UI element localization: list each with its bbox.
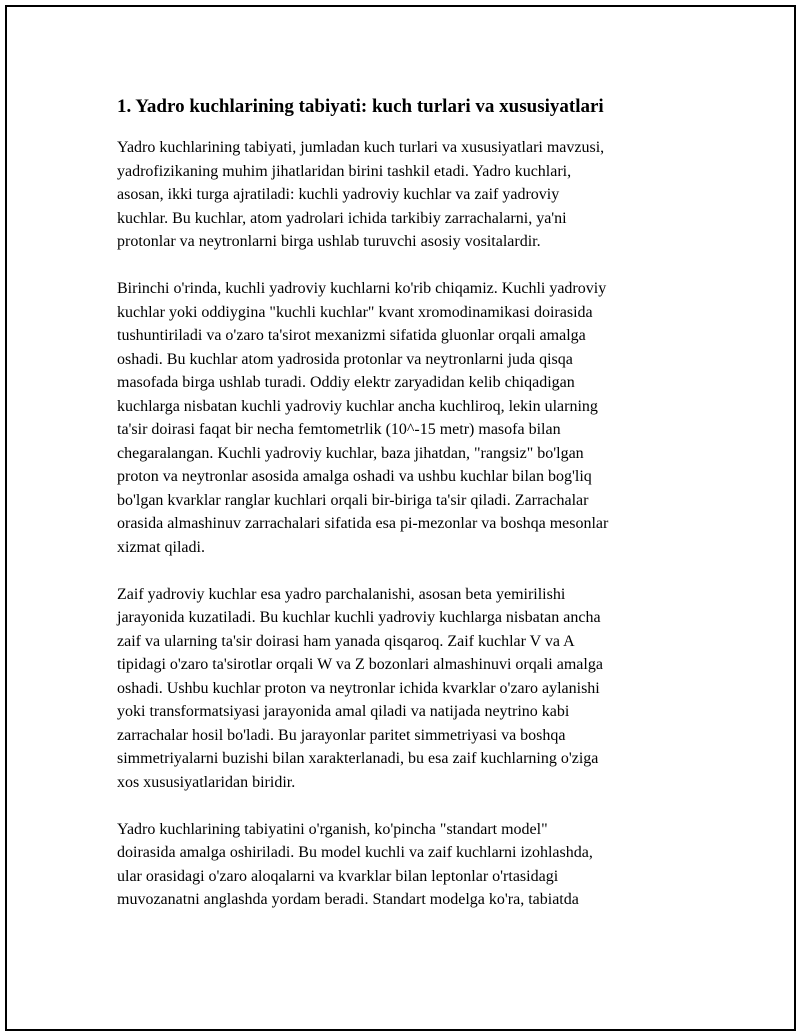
section-heading: 1. Yadro kuchlarining tabiyati: kuch turlari va xususiyatlari bbox=[117, 96, 604, 117]
paragraph-2: Birinchi o'rinda, kuchli yadroviy kuchlarni ko'rib chiqamiz. Kuchli yadroviy kuchlar yoki oddiygina "kuchli kuchlar" kvant xromodinamikasi doirasida tushuntiriladi va o'zaro ta'sirot mexanizmi sifatida gluonlar orqali amalga oshadi. Bu kuchlar atom yadrosida protonlar va neytronlarni juda qisqa masofada birga ushlab turadi. Oddiy elektr zaryadidan kelib chiqadigan kuchlarga nisbatan kuchli yadroviy kuchlar ancha kuchliroq, lekin ularning ta'sir doirasi faqat bir necha femtometrlik (10^-15 metr) masofa bilan chegaralangan. Kuchli yadroviy kuchlar, baza jihatdan, "rangsiz" bo'lgan proton va neytronlar asosida amalga oshadi va ushbu kuchlar bilan bog'liq bo'lgan kvarklar ranglar kuchlari orqali bir-biriga ta'sir qiladi. Zarrachalar orasida almashinuv zarrachalari sifatida esa pi-mezonlar va boshqa mesonlar xizmat qiladi. bbox=[117, 280, 609, 556]
paragraph-1: Yadro kuchlarining tabiyati, jumladan kuch turlari va xususiyatlari mavzusi, yadrofizikaning muhim jihatlaridan birini tashkil etadi. Yadro kuchlari, asosan, ikki turga ajratiladi: kuchli yadroviy kuchlar va zaif yadroviy kuchlar. Bu kuchlar, atom yadrolari ichida tarkibiy zarrachalarni, ya'ni protonlar va neytronlarni birga ushlab turuvchi asosiy vositalardir. bbox=[117, 139, 605, 250]
document-body bbox=[117, 94, 687, 935]
paragraph-3: Zaif yadroviy kuchlar esa yadro parchalanishi, asosan beta yemirilishi jarayonida kuzatiladi. Bu kuchlar kuchli yadroviy kuchlarga nisbatan ancha zaif va ularning ta'sir doirasi ham yanada qisqaroq. Zaif kuchlar V va A tipidagi o'zaro ta'sirotlar orqali W va Z bozonlari almashinuvi orqali amalga oshadi. Ushbu kuchlar proton va neytronlar ichida kvarklar o'zaro aylanishi yoki transformatsiyasi jarayonida amal qiladi va natijada neytrino kabi zarrachalar hosil bo'ladi. Bu jarayonlar paritet simmetriyasi va boshqa simmetriyalarni buzishi bilan xarakterlanadi, bu esa zaif kuchlarning o'ziga xos xususiyatlaridan biridir. bbox=[117, 585, 603, 791]
paragraph-4: Yadro kuchlarining tabiyatini o'rganish, ko'pincha "standart model" doirasida amalga oshiriladi. Bu model kuchli va zaif kuchlarni izohlashda, ular orasidagi o'zaro aloqalarni va kvarklar bilan leptonlar o'rtasidagi muvozanatni anglashda yordam beradi. Standart modelga ko'ra, tabiatda bbox=[117, 820, 593, 908]
